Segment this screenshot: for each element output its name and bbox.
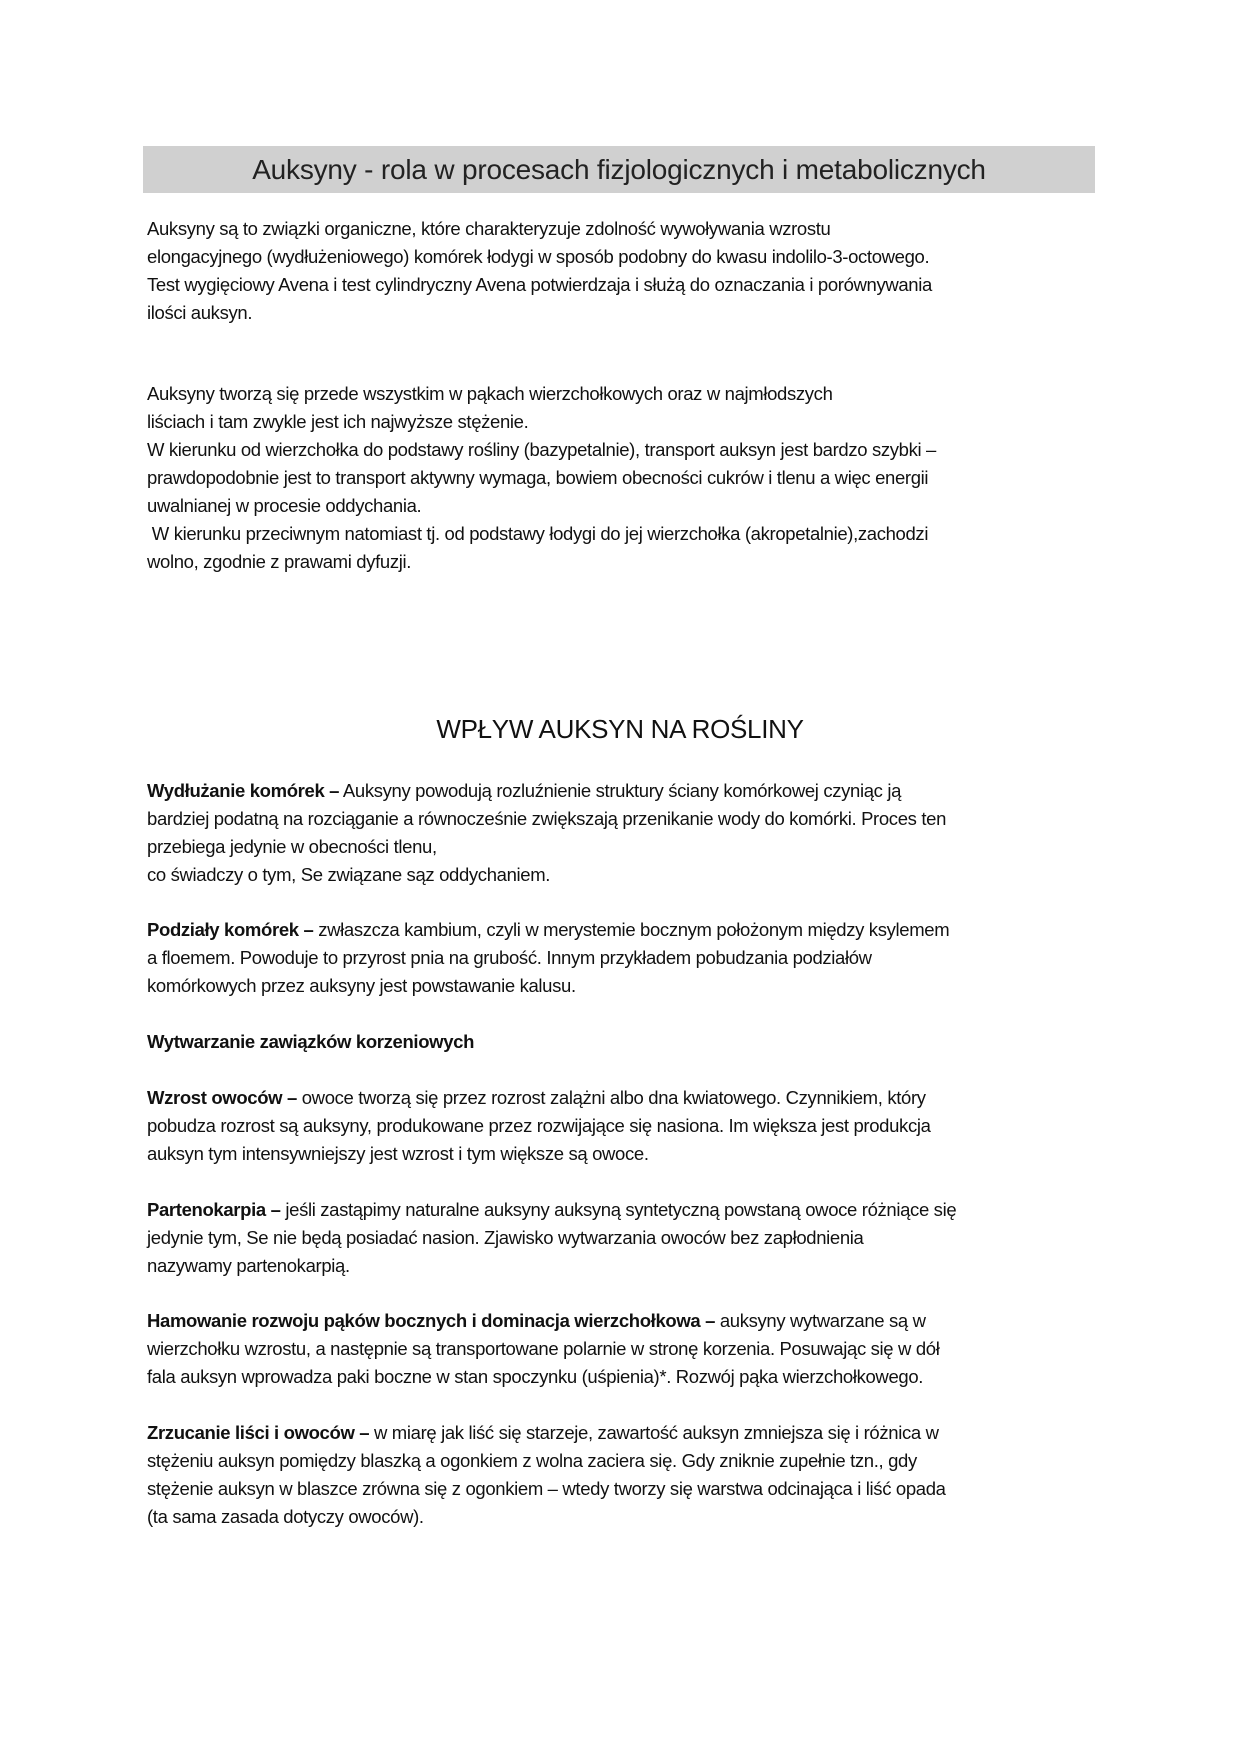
text-line: fala auksyn wprowadza paki boczne w stan spoczynku (uśpienia)*. Rozwój pąka wierzchołkowego. bbox=[147, 1366, 924, 1387]
text-line: w miarę jak liść się starzeje, zawartość auksyn zmniejsza się i różnica w bbox=[369, 1422, 939, 1443]
text-line: Test wygięciowy Avena i test cylindryczny Avena potwierdzaja i służą do oznaczania i porównywania bbox=[147, 274, 932, 295]
text-line: Auksyny są to związki organiczne, które charakteryzuje zdolność wywoływania wzrostu bbox=[147, 218, 831, 239]
text-line: Auksyny powodują rozluźnienie struktury ściany komórkowej czyniąc ją bbox=[339, 780, 902, 801]
section-parthenocarpy bbox=[147, 1196, 1097, 1280]
text-line: W kierunku od wierzchołka do podstawy rośliny (bazypetalnie), transport auksyn jest bardzo szybki – bbox=[147, 439, 936, 460]
text-line: auksyny wytwarzane są w bbox=[715, 1310, 926, 1331]
text-line: pobudza rozrost są auksyny, produkowane przez rozwijające się nasiona. Im większa jest produkcja bbox=[147, 1115, 931, 1136]
section-cell-elongation bbox=[147, 777, 1097, 889]
term: Hamowanie rozwoju pąków bocznych i dominacja wierzchołkowa – bbox=[147, 1310, 716, 1331]
term: Partenokarpia – bbox=[147, 1199, 281, 1220]
text-line: W kierunku przeciwnym natomiast tj. od podstawy łodygi do jej wierzchołka (akropetalnie),zachodzi bbox=[147, 523, 929, 544]
text-line: Auksyny tworzą się przede wszystkim w pąkach wierzchołkowych oraz w najmłodszych bbox=[147, 383, 833, 404]
text-line: stężeniu auksyn pomiędzy blaszką a ogonkiem z wolna zaciera się. Gdy zniknie zupełnie tzn., gdy bbox=[147, 1450, 917, 1471]
section-root-formation bbox=[147, 1028, 1097, 1056]
section-cell-division bbox=[147, 916, 1097, 1000]
text-line: ilości auksyn. bbox=[147, 302, 253, 323]
text-line: uwalnianej w procesie oddychania. bbox=[147, 495, 422, 516]
text-line: jeśli zastąpimy naturalne auksyny auksyną syntetyczną powstaną owoce różniące się bbox=[280, 1199, 957, 1220]
text-line: liściach i tam zwykle jest ich najwyższe stężenie. bbox=[147, 411, 529, 432]
term: Podziały komórek – bbox=[147, 919, 314, 940]
section-heading: WPŁYW AUKSYN NA ROŚLINY bbox=[436, 714, 804, 744]
term: Zrzucanie liści i owoców – bbox=[147, 1422, 370, 1443]
section-fruit-growth bbox=[147, 1084, 1097, 1168]
text-line: prawdopodobnie jest to transport aktywny wymaga, bowiem obecności cukrów i tlenu a więc energii bbox=[147, 467, 929, 488]
text-line: elongacyjnego (wydłużeniowego) komórek łodygi w sposób podobny do kwasu indolilo-3-octowego. bbox=[147, 246, 930, 267]
text-line: co świadczy o tym, Se związane sąz oddychaniem. bbox=[147, 864, 551, 885]
term: Wytwarzanie zawiązków korzeniowych bbox=[147, 1031, 475, 1052]
text-line: przebiega jedynie w obecności tlenu, bbox=[147, 836, 437, 857]
text-line: nazywamy partenokarpią. bbox=[147, 1255, 350, 1276]
text-line: zwłaszcza kambium, czyli w merystemie bocznym położonym między ksylemem bbox=[313, 919, 950, 940]
section-apical-dominance bbox=[147, 1307, 1097, 1391]
text-line: wierzchołku wzrostu, a następnie są transportowane polarnie w stronę korzenia. Posuwając się w dół bbox=[147, 1338, 940, 1359]
text-line: wolno, zgodnie z prawami dyfuzji. bbox=[147, 551, 412, 572]
term: Wzrost owoców – bbox=[147, 1087, 297, 1108]
text-line: owoce tworzą się przez rozrost zalążni albo dna kwiatowego. Czynnikiem, który bbox=[296, 1087, 926, 1108]
text-line: bardziej podatną na rozciąganie a równocześnie zwiększają przenikanie wody do komórki. Proces ten bbox=[147, 808, 947, 829]
text-line: komórkowych przez auksyny jest powstawanie kalusu. bbox=[147, 975, 576, 996]
term: Wydłużanie komórek – bbox=[147, 780, 340, 801]
document-title: Auksyny - rola w procesach fizjologicznych i metabolicznych bbox=[143, 146, 1095, 193]
text-line: a floemem. Powoduje to przyrost pnia na grubość. Innym przykładem pobudzania podziałów bbox=[147, 947, 872, 968]
text-line: auksyn tym intensywniejszy jest wzrost i tym większe są owoce. bbox=[147, 1143, 649, 1164]
text-line: stężenie auksyn w blaszce zrówna się z ogonkiem – wtedy tworzy się warstwa odcinająca i liść opada bbox=[147, 1478, 946, 1499]
transport-paragraph bbox=[147, 380, 1097, 576]
section-abscission bbox=[147, 1419, 1097, 1531]
intro-paragraph bbox=[147, 215, 1097, 327]
text-line: jedynie tym, Se nie będą posiadać nasion. Zjawisko wytwarzania owoców bez zapłodnienia bbox=[147, 1227, 864, 1248]
text-line: (ta sama zasada dotyczy owoców). bbox=[147, 1506, 424, 1527]
